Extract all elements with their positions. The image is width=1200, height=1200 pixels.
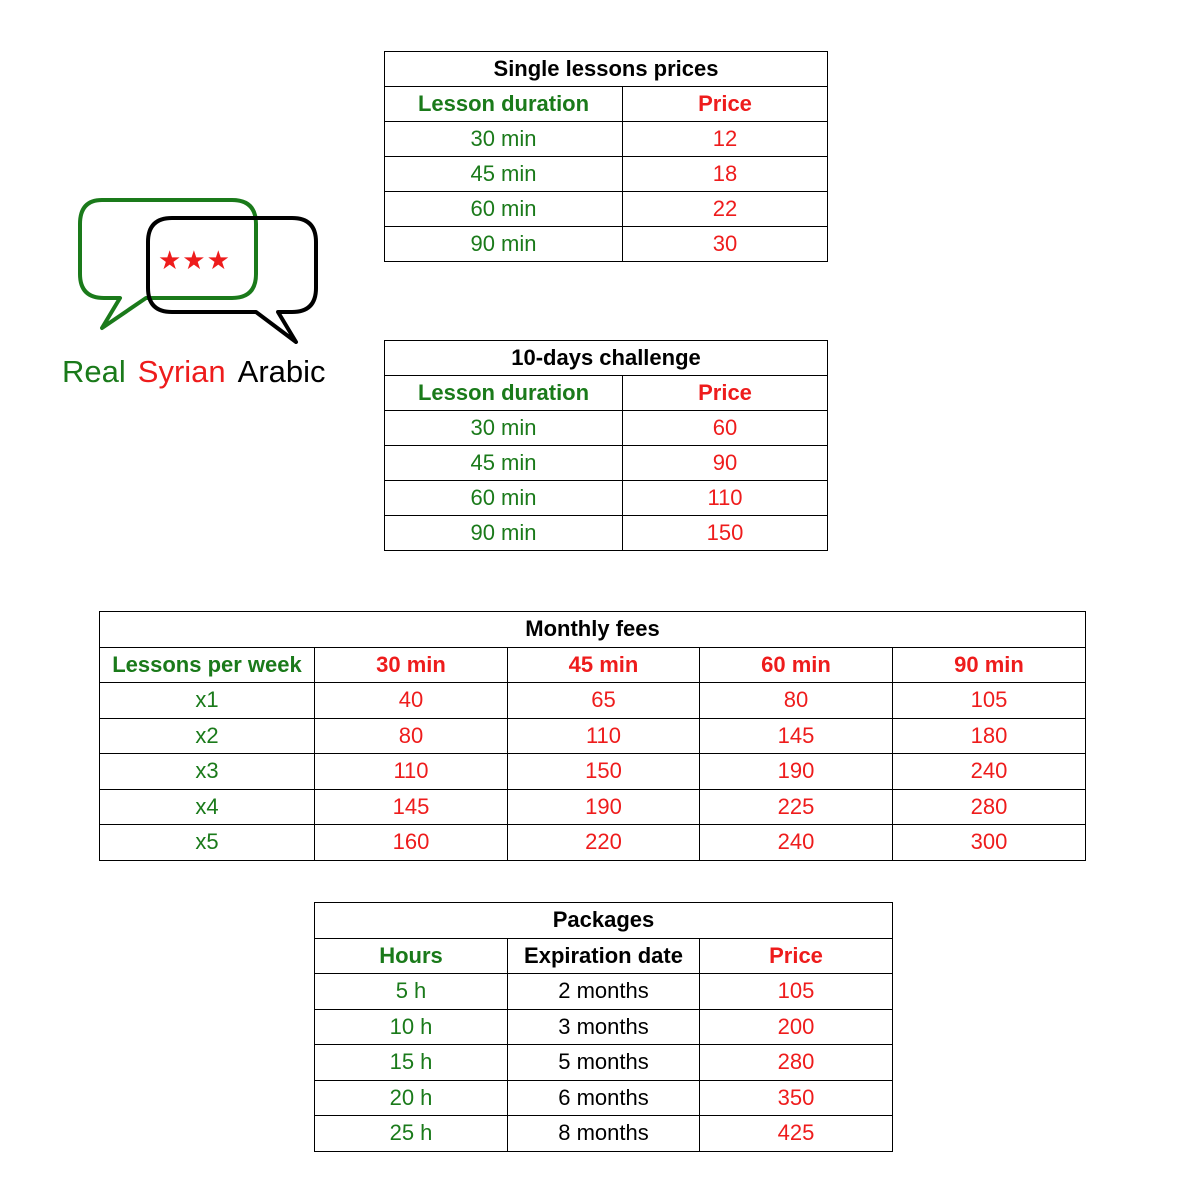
col-60-min: 60 min [700,647,893,683]
col-hours: Hours [315,938,508,974]
price-cell: 12 [623,122,828,157]
fee-cell: 110 [508,718,700,754]
expiration-cell: 2 months [508,974,700,1010]
hours-cell: 10 h [315,1009,508,1045]
price-cell: 22 [623,192,828,227]
col-90-min: 90 min [893,647,1086,683]
fee-cell: 240 [893,754,1086,790]
fee-cell: 110 [315,754,508,790]
single-lessons-table [384,51,828,262]
expiration-cell: 5 months [508,1045,700,1081]
fee-cell: 280 [893,789,1086,825]
fee-cell: 240 [700,825,893,861]
price-cell: 200 [700,1009,893,1045]
table-row [385,481,828,516]
duration-cell: 90 min [385,516,623,551]
hours-cell: 25 h [315,1116,508,1152]
duration-cell: 45 min [385,446,623,481]
hours-cell: 5 h [315,974,508,1010]
table-row [100,683,1086,719]
fee-cell: 105 [893,683,1086,719]
logo-stars: ★★★ [158,246,231,276]
price-cell: 425 [700,1116,893,1152]
hours-cell: 15 h [315,1045,508,1081]
table-row [315,974,893,1010]
col-expiration-date: Expiration date [508,938,700,974]
fee-cell: 65 [508,683,700,719]
monthly-fees-title: Monthly fees [100,612,1086,648]
duration-cell: 30 min [385,122,623,157]
fee-cell: 190 [508,789,700,825]
brand-word-real: Real [62,354,126,389]
brand-wordmark [62,354,338,390]
ten-days-title: 10-days challenge [385,341,828,376]
price-cell: 30 [623,227,828,262]
duration-cell: 60 min [385,192,623,227]
table-row [315,1009,893,1045]
table-row [385,227,828,262]
duration-cell: 60 min [385,481,623,516]
monthly-fees-table [99,611,1086,861]
table-row [385,122,828,157]
ten-days-challenge-table [384,340,828,551]
fee-cell: 300 [893,825,1086,861]
expiration-cell: 6 months [508,1080,700,1116]
col-lessons-per-week: Lessons per week [100,647,315,683]
lessons-per-week-cell: x5 [100,825,315,861]
table-row [385,516,828,551]
table-row [100,718,1086,754]
brand-logo [60,190,340,400]
single-lessons-title: Single lessons prices [385,52,828,87]
fee-cell: 190 [700,754,893,790]
fee-cell: 80 [700,683,893,719]
packages-table [314,902,893,1152]
fee-cell: 160 [315,825,508,861]
table-row [385,192,828,227]
col-price: Price [623,376,828,411]
price-cell: 60 [623,411,828,446]
price-cell: 90 [623,446,828,481]
price-cell: 105 [700,974,893,1010]
lessons-per-week-cell: x3 [100,754,315,790]
duration-cell: 90 min [385,227,623,262]
col-lesson-duration: Lesson duration [385,87,623,122]
fee-cell: 180 [893,718,1086,754]
fee-cell: 40 [315,683,508,719]
table-row [100,789,1086,825]
fee-cell: 145 [700,718,893,754]
duration-cell: 30 min [385,411,623,446]
price-cell: 150 [623,516,828,551]
lessons-per-week-cell: x1 [100,683,315,719]
price-cell: 18 [623,157,828,192]
col-lesson-duration: Lesson duration [385,376,623,411]
brand-word-arabic: Arabic [237,354,326,389]
expiration-cell: 8 months [508,1116,700,1152]
table-row [100,825,1086,861]
lessons-per-week-cell: x4 [100,789,315,825]
expiration-cell: 3 months [508,1009,700,1045]
table-row [385,411,828,446]
fee-cell: 150 [508,754,700,790]
table-row [315,1116,893,1152]
price-cell: 350 [700,1080,893,1116]
table-row [385,157,828,192]
col-45-min: 45 min [508,647,700,683]
col-30-min: 30 min [315,647,508,683]
brand-word-syrian: Syrian [137,354,226,389]
table-row [385,446,828,481]
col-price: Price [623,87,828,122]
price-cell: 280 [700,1045,893,1081]
hours-cell: 20 h [315,1080,508,1116]
fee-cell: 80 [315,718,508,754]
table-row [315,1080,893,1116]
packages-title: Packages [315,903,893,939]
fee-cell: 220 [508,825,700,861]
fee-cell: 145 [315,789,508,825]
table-row [315,1045,893,1081]
col-price: Price [700,938,893,974]
duration-cell: 45 min [385,157,623,192]
price-cell: 110 [623,481,828,516]
lessons-per-week-cell: x2 [100,718,315,754]
table-row [100,754,1086,790]
fee-cell: 225 [700,789,893,825]
